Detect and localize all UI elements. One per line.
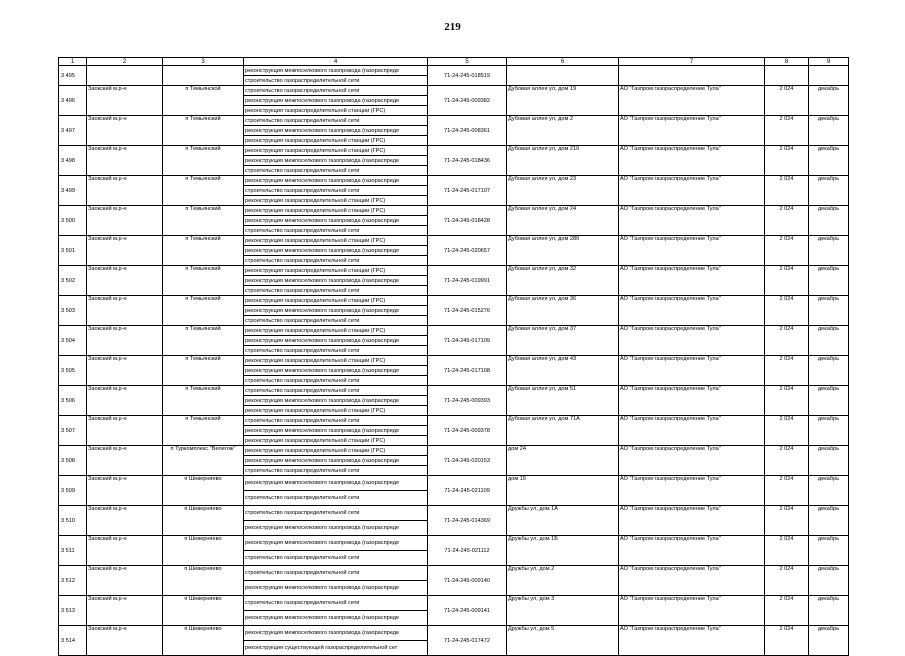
- settlement-cell: п Туркомплекс "Велегож": [163, 446, 244, 476]
- object-code-cell: 71-24-245-017109: [428, 326, 507, 356]
- year-cell: 2 024: [765, 356, 809, 386]
- work-type-cell: строительство газораспределительной сети: [244, 346, 428, 356]
- address-cell: Дубовая аллея ул, дом 36: [507, 296, 619, 326]
- object-code-cell: 71-24-245-015276: [428, 296, 507, 326]
- work-type-cell: реконструкция межпоселкового газопровода (газораспреде: [244, 581, 428, 596]
- month-cell: декабрь: [809, 296, 849, 326]
- district-cell: Заокский м.р-н: [87, 86, 163, 116]
- settlement-cell: п Темьянский: [163, 386, 244, 416]
- year-cell: 2 024: [765, 626, 809, 656]
- table-row: [59, 86, 849, 96]
- work-type-cell: реконструкция межпоселкового газопровода (газораспреде: [244, 66, 428, 76]
- address-cell: Дружбы ул, дом 3: [507, 596, 619, 626]
- object-code-cell: 71-24-245-014369: [428, 506, 507, 536]
- work-type-cell: строительство газораспределительной сети: [244, 596, 428, 611]
- year-cell: 2 024: [765, 386, 809, 416]
- organization-cell: АО "Газпром газораспределение Тула": [619, 536, 765, 566]
- row-number-cell: 3 501: [59, 236, 87, 266]
- header-cell: 2: [87, 58, 163, 66]
- settlement-cell: п Темьянский: [163, 266, 244, 296]
- organization-cell: АО "Газпром газораспределение Тула": [619, 266, 765, 296]
- district-cell: Заокский м.р-н: [87, 266, 163, 296]
- work-type-cell: реконструкция существующей газораспределительной сет: [244, 641, 428, 656]
- table-row: [59, 66, 849, 76]
- work-type-cell: строительство газораспределительной сети: [244, 76, 428, 86]
- work-type-cell: реконструкция межпоселкового газопровода (газораспреде: [244, 611, 428, 626]
- district-cell: Заокский м.р-н: [87, 416, 163, 446]
- work-type-cell: реконструкция межпоселкового газопровода (газораспреде: [244, 216, 428, 226]
- district-cell: Заокский м.р-н: [87, 206, 163, 236]
- table-row: [59, 536, 849, 551]
- month-cell: декабрь: [809, 596, 849, 626]
- work-type-cell: строительство газораспределительной сети: [244, 256, 428, 266]
- row-number-cell: 3 498: [59, 146, 87, 176]
- address-cell: Дубовая аллея ул, дом 43: [507, 356, 619, 386]
- settlement-cell: п Темьянский: [163, 356, 244, 386]
- object-code-cell: 71-24-245-018436: [428, 146, 507, 176]
- table-row: [59, 596, 849, 611]
- object-code-cell: 71-24-245-017107: [428, 176, 507, 206]
- row-number-cell: 3 511: [59, 536, 87, 566]
- table-row: [59, 116, 849, 126]
- header-row: [59, 58, 849, 66]
- work-type-cell: реконструкция межпоселкового газопровода (газораспреде: [244, 521, 428, 536]
- organization-cell: АО "Газпром газораспределение Тула": [619, 86, 765, 116]
- month-cell: декабрь: [809, 266, 849, 296]
- work-type-cell: строительство газораспределительной сети: [244, 116, 428, 126]
- settlement-cell: п Темьянский: [163, 116, 244, 146]
- district-cell: Заокский м.р-н: [87, 146, 163, 176]
- month-cell: декабрь: [809, 116, 849, 146]
- object-code-cell: 71-24-245-018519: [428, 66, 507, 86]
- district-cell: Заокский м.р-н: [87, 446, 163, 476]
- settlement-cell: п Темьянский: [163, 296, 244, 326]
- settlement-cell: п Темьянский: [163, 146, 244, 176]
- work-type-cell: реконструкция межпоселкового газопровода (газораспреде: [244, 96, 428, 106]
- address-cell: Дружбы ул, дом 1Б: [507, 536, 619, 566]
- district-cell: Заокский м.р-н: [87, 296, 163, 326]
- page-number: 219: [444, 21, 461, 33]
- work-type-cell: строительство газораспределительной сети: [244, 186, 428, 196]
- address-cell: Дубовая аллея ул, дом 37: [507, 326, 619, 356]
- header-cell: 6: [507, 58, 619, 66]
- address-cell: Дубовая аллея ул, дом 28б: [507, 236, 619, 266]
- address-cell: Дружбы ул, дом 2: [507, 566, 619, 596]
- work-type-cell: строительство газораспределительной сети: [244, 551, 428, 566]
- object-code-cell: 71-24-245-021112: [428, 536, 507, 566]
- row-number-cell: 3 510: [59, 506, 87, 536]
- object-code-cell: 71-24-245-019991: [428, 266, 507, 296]
- work-type-cell: реконструкция межпоселкового газопровода (газораспреде: [244, 456, 428, 466]
- work-type-cell: реконструкция газораспределительной станции (ГРС): [244, 436, 428, 446]
- work-type-cell: реконструкция газораспределительной станции (ГРС): [244, 296, 428, 306]
- work-type-cell: реконструкция газораспределительной станции (ГРС): [244, 266, 428, 276]
- work-type-cell: строительство газораспределительной сети: [244, 566, 428, 581]
- year-cell: 2 024: [765, 506, 809, 536]
- settlement-cell: п Темьянский: [163, 326, 244, 356]
- work-type-cell: реконструкция газораспределительной станции (ГРС): [244, 326, 428, 336]
- gasification-table: [58, 57, 849, 656]
- work-type-cell: реконструкция межпоселкового газопровода (газораспреде: [244, 536, 428, 551]
- year-cell: [765, 66, 809, 86]
- year-cell: 2 024: [765, 116, 809, 146]
- month-cell: [809, 66, 849, 86]
- object-code-cell: 71-24-245-020153: [428, 446, 507, 476]
- year-cell: 2 024: [765, 596, 809, 626]
- object-code-cell: 71-24-245-018428: [428, 206, 507, 236]
- row-number-cell: 3 500: [59, 206, 87, 236]
- object-code-cell: 71-24-245-009393: [428, 386, 507, 416]
- organization-cell: АО "Газпром газораспределение Тула": [619, 506, 765, 536]
- district-cell: Заокский м.р-н: [87, 176, 163, 206]
- month-cell: декабрь: [809, 206, 849, 236]
- address-cell: Дубовая аллея ул, дом 24: [507, 206, 619, 236]
- year-cell: 2 024: [765, 296, 809, 326]
- work-type-cell: реконструкция газораспределительной станции (ГРС): [244, 406, 428, 416]
- organization-cell: АО "Газпром газораспределение Тула": [619, 446, 765, 476]
- organization-cell: АО "Газпром газораспределение Тула": [619, 116, 765, 146]
- settlement-cell: п Темьянский: [163, 206, 244, 236]
- work-type-cell: строительство газораспределительной сети: [244, 416, 428, 426]
- month-cell: декабрь: [809, 476, 849, 506]
- table-row: [59, 386, 849, 396]
- settlement-cell: п Темьянский: [163, 236, 244, 266]
- header-cell: 1: [59, 58, 87, 66]
- work-type-cell: строительство газораспределительной сети: [244, 226, 428, 236]
- work-type-cell: реконструкция межпоселкового газопровода (газораспреде: [244, 476, 428, 491]
- table-row: [59, 326, 849, 336]
- row-number-cell: 3 503: [59, 296, 87, 326]
- work-type-cell: реконструкция газораспределительной станции (ГРС): [244, 236, 428, 246]
- settlement-cell: п Шеверняево: [163, 596, 244, 626]
- work-type-cell: реконструкция газораспределительной станции (ГРС): [244, 136, 428, 146]
- district-cell: Заокский м.р-н: [87, 506, 163, 536]
- work-type-cell: реконструкция газораспределительной станции (ГРС): [244, 446, 428, 456]
- year-cell: 2 024: [765, 266, 809, 296]
- year-cell: 2 024: [765, 476, 809, 506]
- settlement-cell: п Темьянский: [163, 416, 244, 446]
- work-type-cell: реконструкция межпоселкового газопровода (газораспреде: [244, 246, 428, 256]
- organization-cell: АО "Газпром газораспределение Тула": [619, 476, 765, 506]
- organization-cell: [619, 66, 765, 86]
- table-row: [59, 146, 849, 156]
- month-cell: декабрь: [809, 506, 849, 536]
- table-row: [59, 566, 849, 581]
- address-cell: Дубовая аллея ул, дом 2: [507, 116, 619, 146]
- object-code-cell: 71-24-245-008361: [428, 116, 507, 146]
- district-cell: Заокский м.р-н: [87, 536, 163, 566]
- object-code-cell: 71-24-245-017108: [428, 356, 507, 386]
- organization-cell: АО "Газпром газораспределение Тула": [619, 386, 765, 416]
- district-cell: Заокский м.р-н: [87, 326, 163, 356]
- organization-cell: АО "Газпром газораспределение Тула": [619, 326, 765, 356]
- address-cell: Дубовая аллея ул, дом 51: [507, 386, 619, 416]
- address-cell: Дубовая аллея ул, дом 32: [507, 266, 619, 296]
- object-code-cell: 71-24-245-009378: [428, 416, 507, 446]
- settlement-cell: п Темьянский: [163, 176, 244, 206]
- settlement-cell: п Шеверняево: [163, 506, 244, 536]
- table-row: [59, 176, 849, 186]
- district-cell: Заокский м.р-н: [87, 596, 163, 626]
- table-row: [59, 296, 849, 306]
- row-number-cell: 3 509: [59, 476, 87, 506]
- object-code-cell: 71-24-245-009141: [428, 596, 507, 626]
- district-cell: Заокский м.р-н: [87, 476, 163, 506]
- object-code-cell: 71-24-245-017472: [428, 626, 507, 656]
- address-cell: [507, 66, 619, 86]
- year-cell: 2 024: [765, 416, 809, 446]
- work-type-cell: реконструкция газораспределительной станции (ГРС): [244, 356, 428, 366]
- month-cell: декабрь: [809, 386, 849, 416]
- settlement-cell: п Шеверняево: [163, 626, 244, 656]
- object-code-cell: 71-24-245-020657: [428, 236, 507, 266]
- work-type-cell: строительство газораспределительной сети: [244, 386, 428, 396]
- organization-cell: АО "Газпром газораспределение Тула": [619, 206, 765, 236]
- work-type-cell: реконструкция газораспределительной станции (ГРС): [244, 196, 428, 206]
- settlement-cell: п Шеверняево: [163, 566, 244, 596]
- year-cell: 2 024: [765, 206, 809, 236]
- district-cell: Заокский м.р-н: [87, 566, 163, 596]
- month-cell: декабрь: [809, 326, 849, 356]
- table-row: [59, 356, 849, 366]
- work-type-cell: реконструкция межпоселкового газопровода (газораспреде: [244, 176, 428, 186]
- month-cell: декабрь: [809, 566, 849, 596]
- work-type-cell: реконструкция газораспределительной станции (ГРС): [244, 106, 428, 116]
- month-cell: декабрь: [809, 356, 849, 386]
- work-type-cell: реконструкция межпоселкового газопровода (газораспреде: [244, 276, 428, 286]
- address-cell: Дружбы ул, дом 5: [507, 626, 619, 656]
- work-type-cell: реконструкция газораспределительной станции (ГРС): [244, 206, 428, 216]
- organization-cell: АО "Газпром газораспределение Тула": [619, 566, 765, 596]
- organization-cell: АО "Газпром газораспределение Тула": [619, 596, 765, 626]
- header-cell: 3: [163, 58, 244, 66]
- work-type-cell: строительство газораспределительной сети: [244, 86, 428, 96]
- row-number-cell: 3 514: [59, 626, 87, 656]
- work-type-cell: строительство газораспределительной сети: [244, 286, 428, 296]
- organization-cell: АО "Газпром газораспределение Тула": [619, 296, 765, 326]
- year-cell: 2 024: [765, 236, 809, 266]
- settlement-cell: п Шеверняево: [163, 476, 244, 506]
- table-row: [59, 626, 849, 641]
- address-cell: Дубовая аллея ул, дом 21б: [507, 146, 619, 176]
- year-cell: 2 024: [765, 566, 809, 596]
- row-number-cell: 3 495: [59, 66, 87, 86]
- work-type-cell: реконструкция межпоселкового газопровода (газораспреде: [244, 396, 428, 406]
- header-cell: 5: [428, 58, 507, 66]
- work-type-cell: реконструкция межпоселкового газопровода (газораспреде: [244, 366, 428, 376]
- work-type-cell: реконструкция межпоселкового газопровода (газораспреде: [244, 306, 428, 316]
- address-cell: Дубовая аллея ул, дом 19: [507, 86, 619, 116]
- district-cell: Заокский м.р-н: [87, 236, 163, 266]
- month-cell: декабрь: [809, 176, 849, 206]
- object-code-cell: 71-24-245-021109: [428, 476, 507, 506]
- row-number-cell: 3 504: [59, 326, 87, 356]
- month-cell: декабрь: [809, 146, 849, 176]
- work-type-cell: реконструкция межпоселкового газопровода (газораспреде: [244, 126, 428, 136]
- work-type-cell: реконструкция газораспределительной станции (ГРС): [244, 146, 428, 156]
- district-cell: Заокский м.р-н: [87, 116, 163, 146]
- month-cell: декабрь: [809, 626, 849, 656]
- row-number-cell: 3 499: [59, 176, 87, 206]
- row-number-cell: 3 507: [59, 416, 87, 446]
- row-number-cell: 3 508: [59, 446, 87, 476]
- address-cell: Дубовая аллея ул, дом 23: [507, 176, 619, 206]
- row-number-cell: 3 506: [59, 386, 87, 416]
- table-row: [59, 506, 849, 521]
- month-cell: декабрь: [809, 236, 849, 266]
- year-cell: 2 024: [765, 446, 809, 476]
- table-row: [59, 206, 849, 216]
- district-cell: [87, 66, 163, 86]
- organization-cell: АО "Газпром газораспределение Тула": [619, 416, 765, 446]
- row-number-cell: 3 512: [59, 566, 87, 596]
- organization-cell: АО "Газпром газораспределение Тула": [619, 176, 765, 206]
- work-type-cell: строительство газораспределительной сети: [244, 466, 428, 476]
- year-cell: 2 024: [765, 146, 809, 176]
- settlement-cell: п Шеверняево: [163, 536, 244, 566]
- work-type-cell: строительство газораспределительной сети: [244, 491, 428, 506]
- object-code-cell: 71-24-245-009382: [428, 86, 507, 116]
- year-cell: 2 024: [765, 536, 809, 566]
- object-code-cell: 71-24-245-009140: [428, 566, 507, 596]
- year-cell: 2 024: [765, 326, 809, 356]
- settlement-cell: п Темьянской: [163, 86, 244, 116]
- header-cell: 7: [619, 58, 765, 66]
- table-row: [59, 476, 849, 491]
- district-cell: Заокский м.р-н: [87, 626, 163, 656]
- row-number-cell: 3 497: [59, 116, 87, 146]
- work-type-cell: строительство газораспределительной сети: [244, 376, 428, 386]
- organization-cell: АО "Газпром газораспределение Тула": [619, 146, 765, 176]
- header-cell: 4: [244, 58, 428, 66]
- address-cell: Дубовая аллея ул, дом 71А: [507, 416, 619, 446]
- address-cell: дом 16: [507, 476, 619, 506]
- row-number-cell: 3 496: [59, 86, 87, 116]
- address-cell: Дружбы ул, дом 1А: [507, 506, 619, 536]
- month-cell: декабрь: [809, 86, 849, 116]
- table-row: [59, 236, 849, 246]
- month-cell: декабрь: [809, 446, 849, 476]
- settlement-cell: [163, 66, 244, 86]
- row-number-cell: 3 505: [59, 356, 87, 386]
- month-cell: декабрь: [809, 416, 849, 446]
- row-number-cell: 3 513: [59, 596, 87, 626]
- month-cell: декабрь: [809, 536, 849, 566]
- work-type-cell: реконструкция межпоселкового газопровода (газораспреде: [244, 626, 428, 641]
- work-type-cell: реконструкция межпоселкового газопровода (газораспреде: [244, 336, 428, 346]
- header-cell: 9: [809, 58, 849, 66]
- work-type-cell: строительство газораспределительной сети: [244, 506, 428, 521]
- district-cell: Заокский м.р-н: [87, 356, 163, 386]
- work-type-cell: строительство газораспределительной сети: [244, 316, 428, 326]
- work-type-cell: реконструкция межпоселкового газопровода (газораспреде: [244, 156, 428, 166]
- district-cell: Заокский м.р-н: [87, 386, 163, 416]
- organization-cell: АО "Газпром газораспределение Тула": [619, 236, 765, 266]
- year-cell: 2 024: [765, 86, 809, 116]
- address-cell: дом 24: [507, 446, 619, 476]
- header-cell: 8: [765, 58, 809, 66]
- table-row: [59, 266, 849, 276]
- year-cell: 2 024: [765, 176, 809, 206]
- organization-cell: АО "Газпром газораспределение Тула": [619, 626, 765, 656]
- organization-cell: АО "Газпром газораспределение Тула": [619, 356, 765, 386]
- table-row: [59, 446, 849, 456]
- work-type-cell: строительство газораспределительной сети: [244, 166, 428, 176]
- table-row: [59, 416, 849, 426]
- row-number-cell: 3 502: [59, 266, 87, 296]
- work-type-cell: реконструкция межпоселкового газопровода (газораспреде: [244, 426, 428, 436]
